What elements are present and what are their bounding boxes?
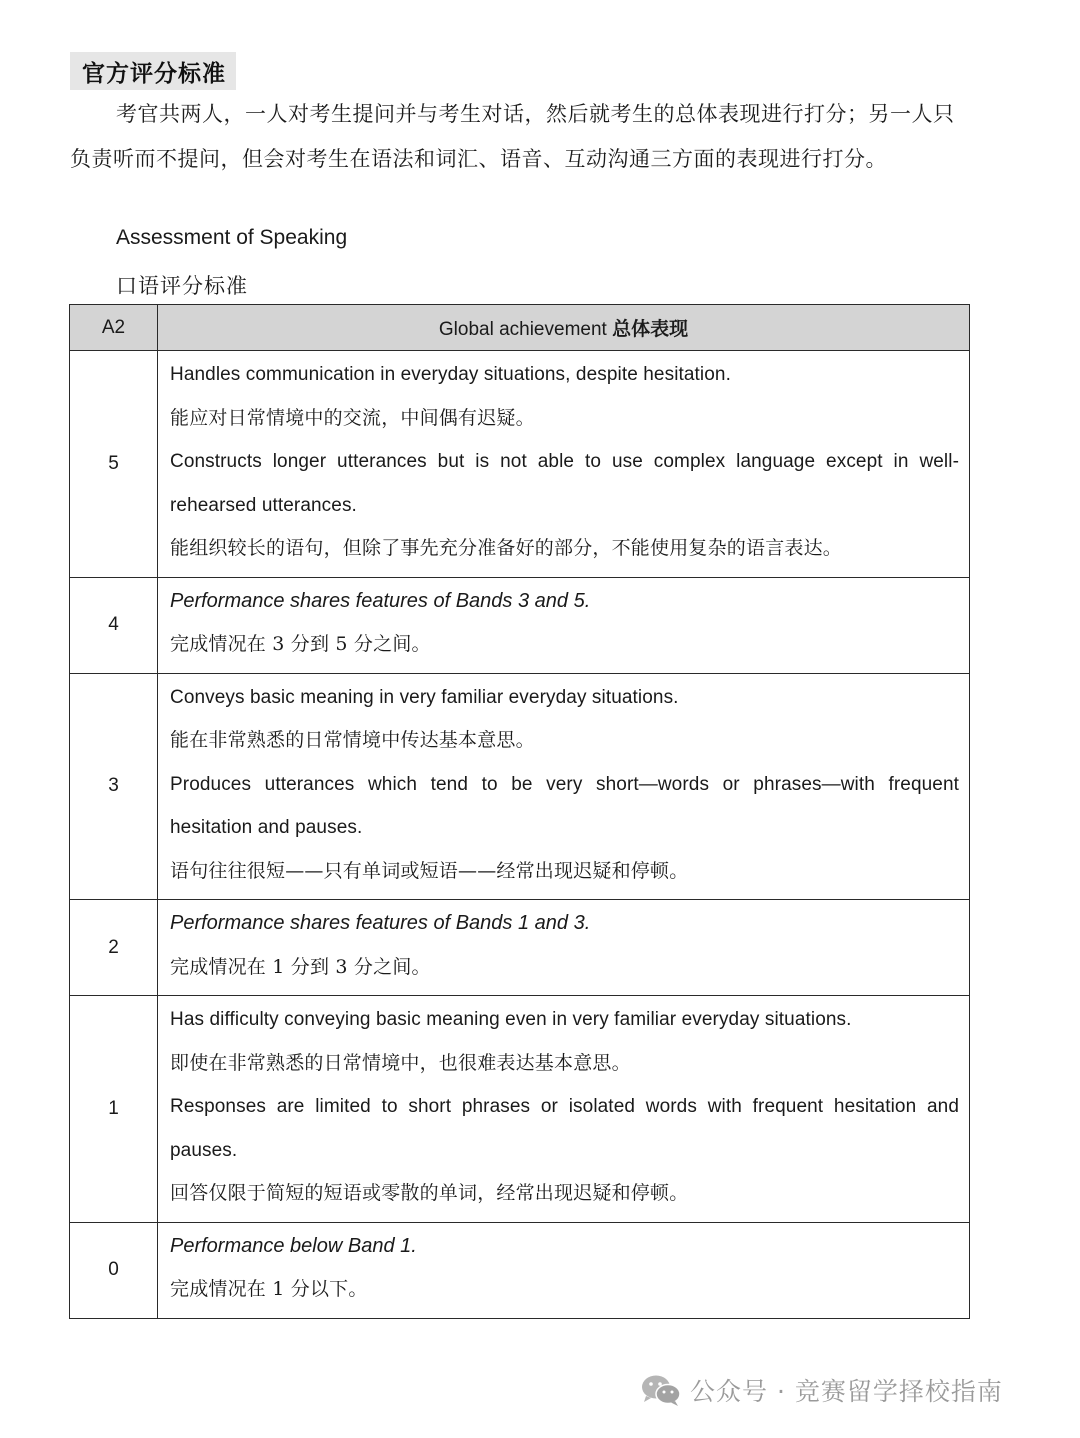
table-header-row <box>70 305 970 351</box>
table-row <box>70 996 970 1223</box>
band-score: 2 <box>70 900 158 996</box>
band-description <box>158 1222 970 1318</box>
band-score: 5 <box>70 351 158 578</box>
heading-box <box>70 52 236 90</box>
band-score: 0 <box>70 1222 158 1318</box>
descriptor-english: Handles communication in everyday situations, despite hesitation. <box>170 364 731 385</box>
descriptor-chinese: 完成情况在 1 分以下。 <box>170 1278 368 1300</box>
table-row <box>70 673 970 900</box>
watermark-text: 公众号 · 竞赛留学择校指南 <box>690 1377 1003 1406</box>
rubric-table <box>69 304 970 1319</box>
descriptor-english: Produces utterances which tend to be very short—words or phrases—with frequent hesitation and pauses. <box>170 773 959 838</box>
table-row <box>70 577 970 673</box>
descriptor-english: Performance below Band 1. <box>170 1234 417 1257</box>
descriptor-english: Has difficulty conveying basic meaning even in very familiar everyday situations. <box>170 1009 852 1030</box>
band-score: 1 <box>70 996 158 1223</box>
wechat-icon <box>640 1373 682 1407</box>
descriptor-chinese: 完成情况在 1 分到 3 分之间。 <box>170 955 431 978</box>
band-score: 3 <box>70 673 158 900</box>
header-description-en: Global achievement <box>438 319 607 340</box>
descriptor-chinese: 回答仅限于简短的短语或零散的单词，经常出现迟疑和停顿。 <box>170 1182 689 1204</box>
watermark <box>640 1372 1003 1408</box>
table-row <box>70 351 970 578</box>
table-row <box>70 1222 970 1318</box>
band-description <box>158 996 970 1223</box>
rubric-body <box>70 351 970 1319</box>
descriptor-english: Conveys basic meaning in very familiar everyday situations. <box>170 686 679 708</box>
band-description <box>158 351 970 578</box>
band-description <box>158 577 970 673</box>
section-heading: 官方评分标准 <box>82 60 226 87</box>
header-description-zh: 总体表现 <box>612 319 689 340</box>
descriptor-english: Constructs longer utterances but is not able to use complex language except in well-rehearsed utterances. <box>170 451 959 516</box>
descriptor-chinese: 能应对日常情境中的交流，中间偶有迟疑。 <box>170 406 535 429</box>
descriptor-chinese: 语句往往很短——只有单词或短语——经常出现迟疑和停顿。 <box>170 859 689 882</box>
header-description <box>158 305 970 351</box>
descriptor-chinese: 能组织较长的语句，但除了事先充分准备好的部分，不能使用复杂的语言表达。 <box>170 537 843 559</box>
band-description <box>158 900 970 996</box>
subtitle-chinese: 口语评分标准 <box>116 274 248 298</box>
band-score: 4 <box>70 577 158 673</box>
subtitle-english: Assessment of Speaking <box>116 226 348 249</box>
descriptor-english: Responses are limited to short phrases or isolated words with frequent hesitation and pauses. <box>170 1096 959 1161</box>
descriptor-chinese: 完成情况在 3 分到 5 分之间。 <box>170 633 431 655</box>
band-description <box>158 673 970 900</box>
table-row <box>70 900 970 996</box>
descriptor-english: Performance shares features of Bands 1 and 3. <box>170 912 591 934</box>
descriptor-chinese: 能在非常熟悉的日常情境中传达基本意思。 <box>170 729 535 751</box>
intro-paragraph: 考官共两人，一人对考生提问并与考生对话，然后就考生的总体表现进行打分；另一人只负责听而不提问，但会对考生在语法和词汇、语音、互动沟通三方面的表现进行打分。 <box>70 102 955 171</box>
descriptor-chinese: 即使在非常熟悉的日常情境中，也很难表达基本意思。 <box>170 1051 631 1074</box>
header-band: A2 <box>70 305 158 351</box>
descriptor-english: Performance shares features of Bands 3 and 5. <box>170 589 591 612</box>
